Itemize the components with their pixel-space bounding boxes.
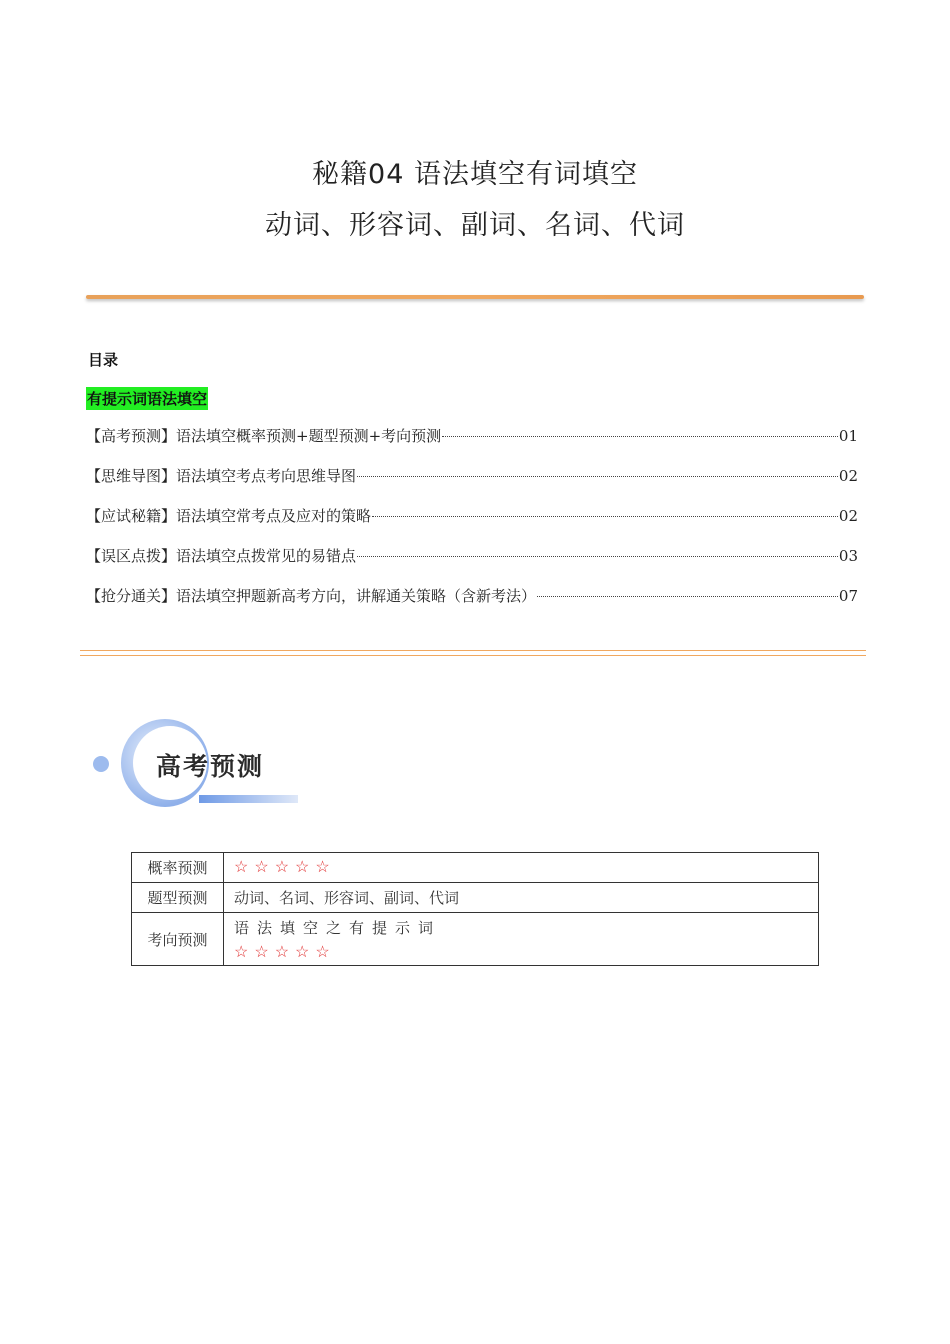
star-rating: ☆☆☆☆☆ (234, 942, 336, 961)
toc-leader (537, 596, 838, 597)
toc-item-page: 03 (838, 547, 858, 565)
table-key: 概率预测 (132, 853, 224, 883)
toc-item-label: 【高考预测】语法填空概率预测+题型预测+考向预测 (86, 427, 442, 445)
toc-item-label: 【应试秘籍】语法填空常考点及应对的策略 (86, 507, 372, 525)
table-value (224, 853, 819, 883)
table-key: 题型预测 (132, 883, 224, 913)
toc-heading: 目录 (88, 351, 119, 369)
toc-item-page: 07 (838, 587, 858, 605)
title-divider (86, 295, 864, 299)
toc-item-page: 02 (838, 467, 858, 485)
toc-item-label: 【思维导图】语法填空考点考向思维导图 (86, 467, 357, 485)
toc-leader (372, 516, 838, 517)
table-value (224, 913, 819, 966)
badge-underline (199, 795, 298, 803)
table-row (132, 913, 819, 966)
toc-leader (442, 436, 838, 437)
table-value: 动词、名词、形容词、副词、代词 (224, 883, 819, 913)
section-badge-title: 高考预测 (156, 752, 265, 781)
doc-title-line1: 秘籍04 语法填空有词填空 (312, 159, 638, 190)
prediction-table (131, 852, 819, 966)
section-divider-bottom (80, 655, 866, 656)
toc-item-page: 01 (838, 427, 858, 445)
toc-leader (357, 476, 838, 477)
toc-highlight: 有提示词语法填空 (86, 387, 208, 410)
star-rating: ☆☆☆☆☆ (234, 857, 336, 876)
toc-list (86, 425, 858, 625)
table-row (132, 883, 819, 913)
table-value-text: 语法填空之有提示词 (234, 919, 442, 937)
toc-item-label: 【抢分通关】语法填空押题新高考方向，讲解通关策略（含新考法） (86, 587, 537, 605)
table-key: 考向预测 (132, 913, 224, 966)
toc-item[interactable] (86, 425, 858, 465)
section-divider-top (80, 650, 866, 651)
toc-item[interactable] (86, 585, 858, 625)
badge-dot-icon (93, 756, 109, 772)
table-row (132, 853, 819, 883)
toc-item-label: 【误区点拨】语法填空点拨常见的易错点 (86, 547, 357, 565)
toc-item-page: 02 (838, 507, 858, 525)
toc-item[interactable] (86, 505, 858, 545)
toc-item[interactable] (86, 465, 858, 505)
doc-title-line2: 动词、形容词、副词、名词、代词 (265, 210, 685, 241)
toc-item[interactable] (86, 545, 858, 585)
toc-leader (357, 556, 838, 557)
